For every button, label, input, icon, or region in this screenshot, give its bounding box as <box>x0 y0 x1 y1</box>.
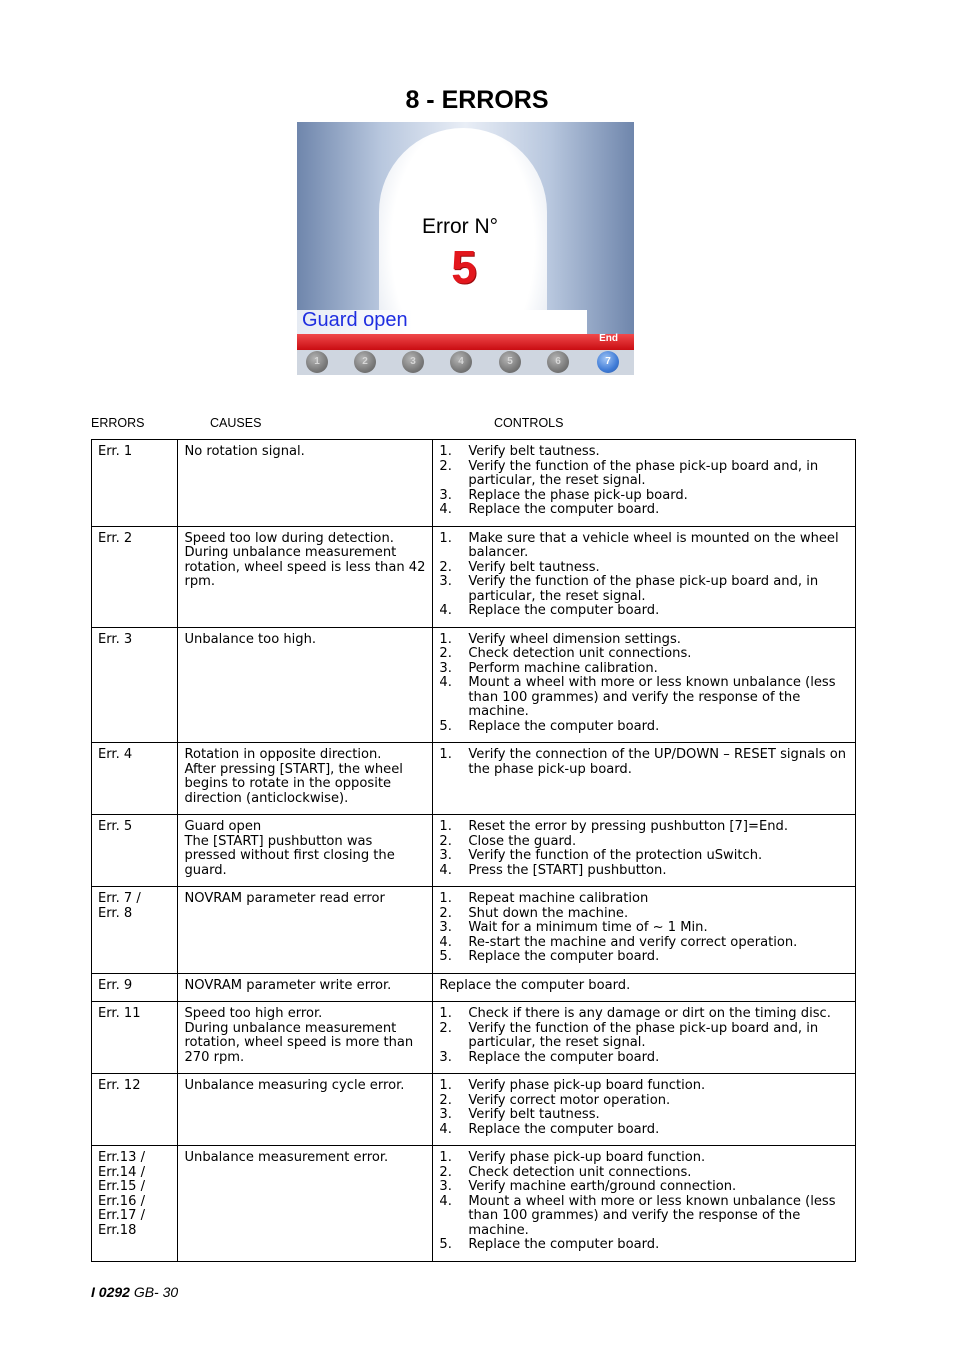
step-text: Replace the computer board. <box>468 1121 660 1137</box>
step-text: Mount a wheel with more or less known unbalance (less than 100 grammes) and verify the response of the machine. <box>468 1193 836 1238</box>
controls-list <box>439 820 850 878</box>
step-text: Verify the function of the phase pick-up board and, in particular, the reset signal. <box>468 458 819 488</box>
control-step <box>439 936 850 951</box>
step-text: Reset the error by pressing pushbutton [7]=End. <box>468 819 788 834</box>
cause-text: Guard open <box>184 819 262 834</box>
step-text: Shut down the machine. <box>468 905 629 921</box>
error-code: Err. 3 <box>98 631 133 647</box>
cause-text: Unbalance measurement error. <box>184 1150 389 1165</box>
control-step <box>439 503 850 518</box>
controls-list <box>439 532 850 619</box>
step-number: 4. <box>439 862 452 878</box>
cause-cell <box>178 627 433 743</box>
step-number: 1. <box>439 1006 452 1021</box>
control-step <box>439 460 850 489</box>
step-text: Verify phase pick-up board function. <box>468 1150 706 1165</box>
control-step <box>439 1108 850 1123</box>
step-text: Repeat machine calibration <box>468 891 649 906</box>
control-step <box>439 633 850 648</box>
control-step <box>439 561 850 576</box>
cause-text: Speed too high error. <box>184 1006 323 1021</box>
function-button-4[interactable]: 4 <box>450 351 472 373</box>
errors-table <box>91 439 856 1262</box>
function-bar <box>297 334 634 350</box>
controls-cell <box>433 627 856 743</box>
step-text: Replace the computer board. <box>468 1237 660 1252</box>
step-number: 2. <box>439 905 452 921</box>
error-code-cell <box>92 1146 178 1262</box>
error-code: Err. 1 <box>98 444 133 459</box>
cause-text: Unbalance measuring cycle error. <box>184 1078 405 1093</box>
controls-list <box>439 1079 850 1137</box>
step-number: 3. <box>439 487 452 503</box>
controls-list <box>439 1151 850 1253</box>
error-code: Err.13 / <box>98 1150 146 1165</box>
error-code: Err. 11 <box>98 1006 141 1021</box>
error-code: Err. 7 / <box>98 891 141 906</box>
step-number: 1. <box>439 444 452 459</box>
step-number: 3. <box>439 1107 452 1122</box>
step-number: 3. <box>439 574 452 589</box>
error-code-cell <box>92 973 178 1002</box>
error-code-cell <box>92 1074 178 1146</box>
step-number: 4. <box>439 675 452 690</box>
page-number: GB- 30 <box>133 1284 179 1300</box>
cause-cell <box>178 815 433 887</box>
control-step <box>439 1079 850 1094</box>
control-text: Replace the computer board. <box>439 977 631 993</box>
step-text: Replace the phase pick-up board. <box>468 487 688 503</box>
table-row <box>92 1146 856 1262</box>
table-row <box>92 887 856 974</box>
table-row <box>92 440 856 527</box>
controls-list <box>439 1007 850 1065</box>
controls-cell <box>433 887 856 974</box>
step-number: 5. <box>439 949 452 964</box>
cause-text: During unbalance measurement rotation, wheel speed is more than 270 rpm. <box>184 1020 414 1065</box>
cause-cell <box>178 887 433 974</box>
step-number: 1. <box>439 747 452 762</box>
error-code: Err. 9 <box>98 977 133 993</box>
end-label: End <box>599 333 618 344</box>
step-text: Replace the computer board. <box>468 718 660 734</box>
cause-cell <box>178 973 433 1002</box>
controls-cell <box>433 973 856 1002</box>
step-number: 3. <box>439 660 452 676</box>
step-text: Verify correct motor operation. <box>468 1092 671 1108</box>
control-step <box>439 1180 850 1195</box>
control-step <box>439 864 850 879</box>
step-text: Press the [START] pushbutton. <box>468 862 667 878</box>
control-step <box>439 1195 850 1239</box>
step-number: 4. <box>439 1193 452 1209</box>
table-row <box>92 627 856 743</box>
step-text: Make sure that a vehicle wheel is mounted on the wheel balancer. <box>468 530 839 560</box>
step-number: 3. <box>439 1049 452 1065</box>
control-step <box>439 604 850 619</box>
step-text: Mount a wheel with more or less known unbalance (less than 100 grammes) and verify the response of the machine. <box>468 675 836 719</box>
table-row <box>92 815 856 887</box>
column-header-causes: CAUSES <box>210 416 262 430</box>
step-number: 4. <box>439 1121 452 1137</box>
error-message: Guard open <box>302 309 408 331</box>
function-button-1[interactable]: 1 <box>306 351 328 373</box>
step-text: Verify belt tautness. <box>468 1107 600 1122</box>
step-number: 1. <box>439 530 452 546</box>
control-step <box>439 1151 850 1166</box>
error-code: Err. 2 <box>98 530 133 546</box>
table-row <box>92 743 856 815</box>
error-code: Err.17 / <box>98 1208 146 1223</box>
step-text: Verify the function of the protection uSwitch. <box>468 848 763 863</box>
cause-cell <box>178 743 433 815</box>
step-number: 2. <box>439 646 452 661</box>
controls-cell <box>433 1146 856 1262</box>
error-code-cell <box>92 743 178 815</box>
step-number: 2. <box>439 458 452 474</box>
controls-list <box>439 892 850 965</box>
control-step <box>439 1051 850 1066</box>
error-code: Err. 4 <box>98 747 133 762</box>
cause-text: During unbalance measurement rotation, wheel speed is less than 42 rpm. <box>184 545 426 589</box>
error-label: Error N° <box>403 211 529 243</box>
controls-cell <box>433 1002 856 1074</box>
table-row <box>92 526 856 627</box>
controls-list <box>439 748 850 777</box>
step-text: Check detection unit connections. <box>468 1164 692 1180</box>
function-button-5[interactable]: 5 <box>499 351 521 373</box>
step-text: Check detection unit connections. <box>468 646 692 661</box>
error-code-cell <box>92 440 178 527</box>
control-step <box>439 1022 850 1051</box>
error-code: Err. 8 <box>98 905 133 921</box>
column-header-controls: CONTROLS <box>494 416 564 430</box>
cause-cell <box>178 1002 433 1074</box>
table-row <box>92 1002 856 1074</box>
control-step <box>439 950 850 965</box>
column-header-errors: ERRORS <box>91 416 145 430</box>
control-step <box>439 532 850 561</box>
control-step <box>439 849 850 864</box>
step-text: Re-start the machine and verify correct operation. <box>468 934 798 950</box>
page-title: 8 - ERRORS <box>405 86 549 114</box>
control-step <box>439 676 850 720</box>
error-code: Err.14 / <box>98 1164 146 1180</box>
control-step <box>439 720 850 735</box>
control-step <box>439 1123 850 1138</box>
step-number: 5. <box>439 1237 452 1252</box>
control-step <box>439 907 850 922</box>
error-code-cell <box>92 526 178 627</box>
function-button-2[interactable]: 2 <box>354 351 376 373</box>
error-code: Err. 12 <box>98 1078 141 1093</box>
control-step <box>439 820 850 835</box>
cause-cell <box>178 440 433 527</box>
control-step <box>439 1007 850 1022</box>
step-text: Replace the computer board. <box>468 502 660 517</box>
control-step <box>439 1094 850 1109</box>
controls-cell <box>433 1074 856 1146</box>
controls-list <box>439 445 850 518</box>
cause-cell <box>178 526 433 627</box>
error-code-cell <box>92 1002 178 1074</box>
cause-text: Rotation in opposite direction. <box>184 747 382 762</box>
step-number: 1. <box>439 1150 452 1165</box>
error-code: Err.18 <box>98 1222 137 1238</box>
step-number: 3. <box>439 920 452 935</box>
control-step <box>439 647 850 662</box>
step-text: Close the guard. <box>468 833 577 849</box>
step-number: 1. <box>439 819 452 834</box>
controls-list <box>439 633 850 735</box>
control-step <box>439 892 850 907</box>
error-number: 5 <box>451 241 477 293</box>
step-text: Verify the function of the phase pick-up board and, in particular, the reset signal. <box>468 574 819 604</box>
control-step <box>439 748 850 777</box>
cause-text: No rotation signal. <box>184 444 305 459</box>
step-number: 2. <box>439 1020 452 1036</box>
step-text: Replace the computer board. <box>468 949 660 964</box>
step-number: 2. <box>439 833 452 849</box>
step-text: Perform machine calibration. <box>468 660 658 676</box>
cause-text: Unbalance too high. <box>184 631 317 647</box>
step-text: Wait for a minimum time of ~ 1 Min. <box>468 920 708 935</box>
step-number: 2. <box>439 1164 452 1180</box>
cause-text: NOVRAM parameter read error <box>184 891 385 906</box>
step-text: Verify belt tautness. <box>468 559 600 575</box>
step-text: Verify the function of the phase pick-up board and, in particular, the reset signal. <box>468 1020 819 1050</box>
controls-cell <box>433 526 856 627</box>
step-number: 3. <box>439 1179 452 1194</box>
step-number: 3. <box>439 848 452 863</box>
controls-cell <box>433 743 856 815</box>
cause-text: Speed too low during detection. <box>184 530 394 546</box>
step-text: Verify wheel dimension settings. <box>468 631 681 647</box>
function-button-6[interactable]: 6 <box>547 351 569 373</box>
cause-cell <box>178 1074 433 1146</box>
cause-cell <box>178 1146 433 1262</box>
control-step <box>439 1238 850 1253</box>
step-text: Check if there is any damage or dirt on the timing disc. <box>468 1006 831 1021</box>
cause-text: After pressing [START], the wheel begins to rotate in the opposite direction (anticlockwise). <box>184 761 403 806</box>
control-step <box>439 575 850 604</box>
step-number: 4. <box>439 603 452 618</box>
control-step <box>439 489 850 504</box>
table-row <box>92 973 856 1002</box>
step-number: 2. <box>439 1092 452 1108</box>
function-button-3[interactable]: 3 <box>402 351 424 373</box>
control-step <box>439 445 850 460</box>
error-code: Err.15 / <box>98 1179 146 1194</box>
step-number: 4. <box>439 502 452 517</box>
error-screen-illustration <box>297 122 634 375</box>
step-text: Verify the connection of the UP/DOWN – RESET signals on the phase pick-up board. <box>468 747 847 777</box>
cause-text: NOVRAM parameter write error. <box>184 977 392 993</box>
cause-text: The [START] pushbutton was pressed without first closing the guard. <box>184 833 395 878</box>
table-row <box>92 1074 856 1146</box>
step-number: 4. <box>439 934 452 950</box>
doc-code: I 0292 <box>91 1284 130 1300</box>
step-number: 1. <box>439 631 452 647</box>
step-text: Replace the computer board. <box>468 1049 660 1065</box>
error-code-cell <box>92 887 178 974</box>
step-number: 1. <box>439 1078 452 1093</box>
control-step <box>439 921 850 936</box>
step-number: 1. <box>439 891 452 906</box>
error-code: Err. 5 <box>98 819 133 834</box>
error-code-cell <box>92 627 178 743</box>
function-button-7[interactable]: 7 <box>597 351 619 373</box>
error-code-cell <box>92 815 178 887</box>
page-footer <box>91 1284 178 1300</box>
step-text: Verify machine earth/ground connection. <box>468 1179 737 1194</box>
step-text: Replace the computer board. <box>468 603 660 618</box>
control-step <box>439 1166 850 1181</box>
control-step <box>439 835 850 850</box>
controls-cell <box>433 815 856 887</box>
step-number: 2. <box>439 559 452 575</box>
step-number: 5. <box>439 718 452 734</box>
step-text: Verify belt tautness. <box>468 444 600 459</box>
controls-cell <box>433 440 856 527</box>
error-code: Err.16 / <box>98 1193 146 1209</box>
step-text: Verify phase pick-up board function. <box>468 1078 706 1093</box>
control-step <box>439 662 850 677</box>
